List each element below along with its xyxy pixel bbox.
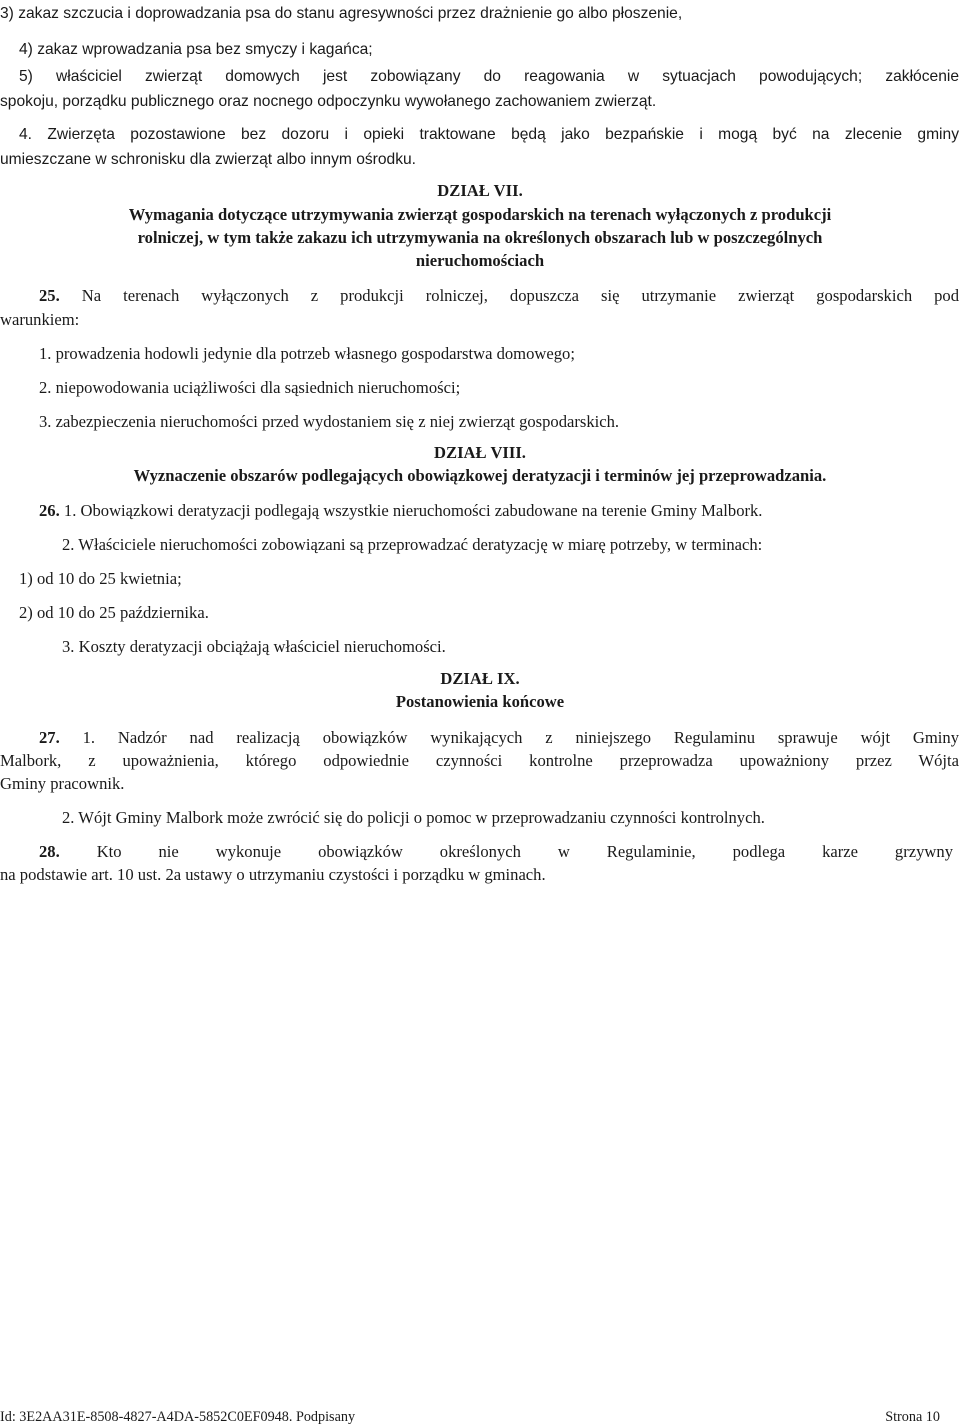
section-viii-heading: Wyznaczenie obszarów podlegających obowiązkowej deratyzacji i terminów jej przeprowadzania.	[133, 466, 827, 485]
para-27-text: 1. Nadzór nad realizacją obowiązków wynikających z niniejszego Regulaminu sprawuje wójt Gminy	[82, 728, 960, 747]
para-26-term-1: 1) od 10 do 25 kwietnia;	[19, 569, 182, 588]
page-number: Strona 10	[885, 1409, 940, 1425]
paragraph-4-line-1: 4. Zwierzęta pozostawione bez dozoru i opieki traktowane będą jako bezpańskie i mogą być na zlecenie gminy	[19, 126, 959, 143]
para-28-text: Kto nie wykonuje obowiązków określonych w Regulaminie, podlega karze grzywny	[96, 842, 953, 861]
para-26-number: 26.	[39, 501, 60, 520]
para-27-line-2: Malbork, z upoważnienia, którego odpowiednie czynności kontrolne przeprowadza upoważniony przez Wójta	[0, 751, 959, 770]
item-5-line-1: 5) właściciel zwierząt domowych jest zobowiązany do reagowania w sytuacjach powodujących; zakłócenie	[19, 68, 959, 85]
para-25-text: Na terenach wyłączonych z produkcji rolniczej, dopuszcza się utrzymanie zwierząt gospodarskich pod	[81, 286, 960, 305]
para-28-line-2: na podstawie art. 10 ust. 2a ustawy o utrzymaniu czystości i porządku w gminach.	[0, 865, 546, 884]
section-vii-heading-line-1: Wymagania dotyczące utrzymywania zwierząt gospodarskich na terenach wyłączonych z produkcji	[128, 205, 832, 224]
section-vii-heading-line-2: rolniczej, w tym także zakazu ich utrzymywania na określonych obszarach lub w poszczególnych	[137, 228, 823, 247]
para-27-line-3: Gminy pracownik.	[0, 774, 125, 793]
para-26-point-3: 3. Koszty deratyzacji obciążają właściciel nieruchomości.	[62, 637, 446, 656]
para-25-number: 25.	[39, 286, 60, 305]
para-26-point-2: 2. Właściciele nieruchomości zobowiązani są przeprowadzać deratyzację w miarę potrzeby, w terminach:	[62, 535, 763, 554]
para-26-term-2: 2) od 10 do 25 października.	[19, 603, 209, 622]
para-27-line-1	[39, 728, 959, 748]
section-ix-title: DZIAŁ IX.	[440, 669, 520, 688]
item-5-line-2: spokoju, porządku publicznego oraz nocnego odpoczynku wywołanego zachowaniem zwierząt.	[0, 93, 657, 110]
section-vii-title: DZIAŁ VII.	[437, 181, 523, 200]
section-vii-heading-line-3: nieruchomościach	[415, 251, 545, 270]
para-25-line-2: warunkiem:	[0, 310, 80, 329]
item-3-text: 3) zakaz szczucia i doprowadzania psa do stanu agresywności przez drażnienie go albo płoszenie,	[0, 5, 683, 22]
para-28-number: 28.	[39, 842, 60, 861]
item-4-text: 4) zakaz wprowadzania psa bez smyczy i kagańca;	[19, 41, 373, 58]
section-viii-title: DZIAŁ VIII.	[434, 443, 526, 462]
paragraph-4-line-2: umieszczane w schronisku dla zwierząt albo innym ośrodku.	[0, 151, 417, 168]
para-26-point-1	[39, 501, 762, 521]
para-27-point-2: 2. Wójt Gminy Malbork może zwrócić się do policji o pomoc w przeprowadzaniu czynności kontrolnych.	[62, 808, 765, 827]
para-28-line-1	[39, 842, 953, 862]
para-25-item-2: 2. niepowodowania uciążliwości dla sąsiednich nieruchomości;	[39, 378, 461, 397]
document-id-footer: Id: 3E2AA31E-8508-4827-A4DA-5852C0EF0948. Podpisany	[0, 1409, 356, 1425]
para-25-line-1	[39, 286, 959, 306]
para-26-point-1-text: 1. Obowiązkowi deratyzacji podlegają wszystkie nieruchomości zabudowane na terenie Gminy Malbork.	[63, 501, 763, 520]
para-25-item-3: 3. zabezpieczenia nieruchomości przed wydostaniem się z niej zwierząt gospodarskich.	[39, 412, 620, 431]
section-ix-heading: Postanowienia końcowe	[395, 692, 565, 711]
para-25-item-1: 1. prowadzenia hodowli jedynie dla potrzeb własnego gospodarstwa domowego;	[39, 344, 575, 363]
para-27-number: 27.	[39, 728, 60, 747]
